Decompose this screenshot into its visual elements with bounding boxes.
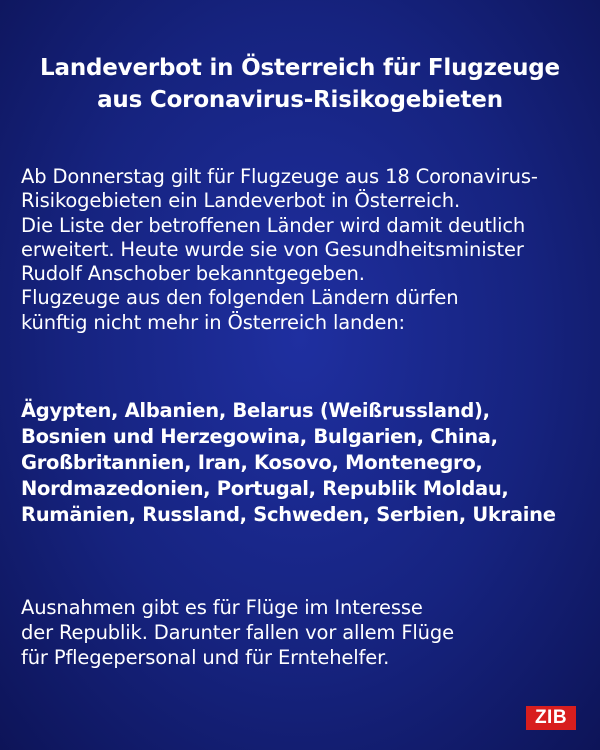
exceptions-paragraph (21, 595, 581, 670)
intro-line: Flugzeuge aus den folgenden Ländern dürfen (21, 286, 459, 310)
exceptions-line: der Republik. Darunter fallen vor allem Flüge (21, 621, 454, 644)
intro-line: Rudolf Anschober bekanntgegeben. (21, 262, 365, 286)
intro-line: Die Liste der betroffenen Länder wird damit deutlich (21, 213, 526, 237)
intro-line: erweitert. Heute wurde sie von Gesundheitsminister (21, 237, 524, 261)
intro-paragraph (21, 165, 591, 335)
exceptions-line: für Pflegepersonal und für Erntehelfer. (21, 646, 390, 669)
country-list-line: Rumänien, Russland, Schweden, Serbien, Ukraine (21, 503, 556, 526)
intro-line: Ab Donnerstag gilt für Flugzeuge aus 18 Coronavirus- (21, 165, 538, 188)
intro-line: Risikogebieten ein Landeverbot in Österreich. (21, 189, 460, 213)
country-list-line: Nordmazedonien, Portugal, Republik Moldau, (21, 477, 509, 500)
exceptions-line: Ausnahmen gibt es für Flüge im Interesse (21, 596, 423, 619)
country-list-line: Großbritannien, Iran, Kosovo, Montenegro, (21, 451, 483, 474)
country-list-line: Bosnien und Herzegowina, Bulgarien, China, (21, 425, 498, 448)
zib-logo: ZIB (526, 706, 576, 730)
country-list (21, 398, 591, 528)
intro-line: künftig nicht mehr in Österreich landen: (21, 310, 405, 334)
country-list-line: Ägypten, Albanien, Belarus (Weißrussland), (21, 399, 490, 422)
headline-line-1: Landeverbot in Österreich für Flugzeuge (40, 55, 560, 81)
headline (0, 52, 600, 116)
headline-line-2: aus Coronavirus-Risikogebieten (97, 87, 503, 113)
